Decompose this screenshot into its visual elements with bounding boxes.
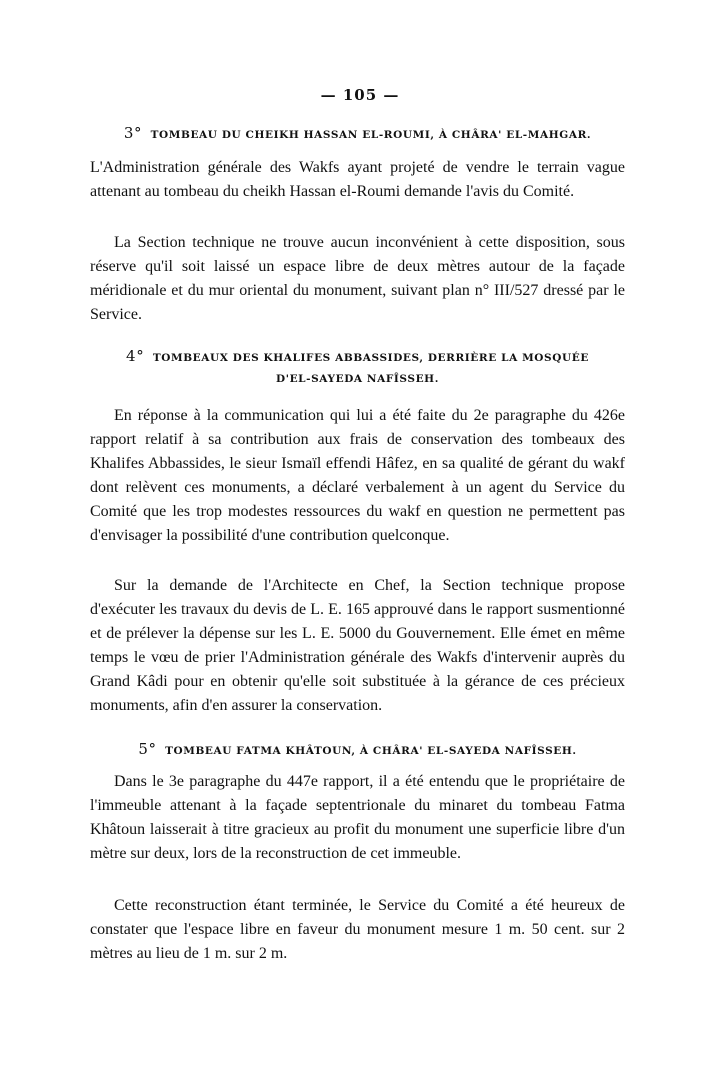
section-3-paragraph-2: La Section technique ne trouve aucun inconvénient à cette disposition, sous réserve qu'il soit laissé un espace libre de deux mètres autour de la façade méridionale et du mur oriental du monument, suivant plan n° III/527 dressé par le Service. bbox=[90, 234, 625, 323]
section-3-paragraph-1: L'Administration générale des Wakfs ayant projeté de vendre le terrain vague attenant au tombeau du cheikh Hassan el-Roumi demande l'avis du Comité. bbox=[90, 159, 625, 200]
page-number: — 105 — bbox=[320, 86, 400, 104]
section-5-title: TOMBEAU FATMA KHÂTOUN, À CHÂRA' EL-SAYEDA NAFÎSSEH. bbox=[165, 745, 577, 757]
section-4-number: 4° bbox=[126, 347, 145, 365]
section-5-number: 5° bbox=[138, 740, 157, 758]
section-4-title-line-2: D'EL-SAYEDA NAFÎSSEH. bbox=[276, 373, 439, 385]
section-4-paragraph-1: En réponse à la communication qui lui a été faite du 2e paragraphe du 426e rapport relatif à sa contribution aux frais de conservation des tombeaux des Khalifes Abbassides, le sieur Ismaïl effendi Hâfez, en sa qualité de gérant du wakf dont relèvent ces monuments, a déclaré verbalement à un agent du Service du Comité que les trop modestes ressources du wakf en question ne permettent pas d'envisager la possibilité d'une contribution quelconque. bbox=[90, 407, 625, 544]
section-3-title: TOMBEAU DU CHEIKH HASSAN EL-ROUMI, À CHÂRA' EL-MAHGAR. bbox=[150, 129, 592, 141]
section-3-heading bbox=[90, 124, 625, 142]
section-4-paragraph-2: Sur la demande de l'Architecte en Chef, la Section technique propose d'exécuter les travaux du devis de L. E. 165 approuvé dans le rapport susmentionné et de prélever la dépense sur les L. E. 5000 du Gouvernement. Elle émet en même temps le vœu de prier l'Administration générale des Wakfs d'intervenir auprès du Grand Kâdi pour en obtenir qu'elle soit substituée à la gérance de ces précieux monuments, afin d'en assurer la conservation. bbox=[90, 577, 625, 714]
section-4-heading-line-2 bbox=[90, 373, 625, 385]
section-4-heading bbox=[90, 347, 625, 365]
section-5-paragraph-1: Dans le 3e paragraphe du 447e rapport, il a été entendu que le propriétaire de l'immeuble attenant à la façade septentrionale du minaret du tombeau Fatma Khâtoun laisserait à titre gracieux au profit du monument une superficie libre d'un mètre sur deux, lors de la reconstruction de cet immeuble. bbox=[90, 773, 625, 862]
section-3-number: 3° bbox=[123, 124, 143, 142]
section-5-heading bbox=[90, 740, 625, 758]
section-5-paragraph-2: Cette reconstruction étant terminée, le Service du Comité a été heureux de constater que l'espace libre en faveur du monument mesure 1 m. 50 cent. sur 2 mètres au lieu de 1 m. sur 2 m. bbox=[90, 897, 625, 962]
section-4-title-line-1: TOMBEAUX DES KHALIFES ABBASSIDES, DERRIÈRE LA MOSQUÉE bbox=[152, 352, 589, 364]
